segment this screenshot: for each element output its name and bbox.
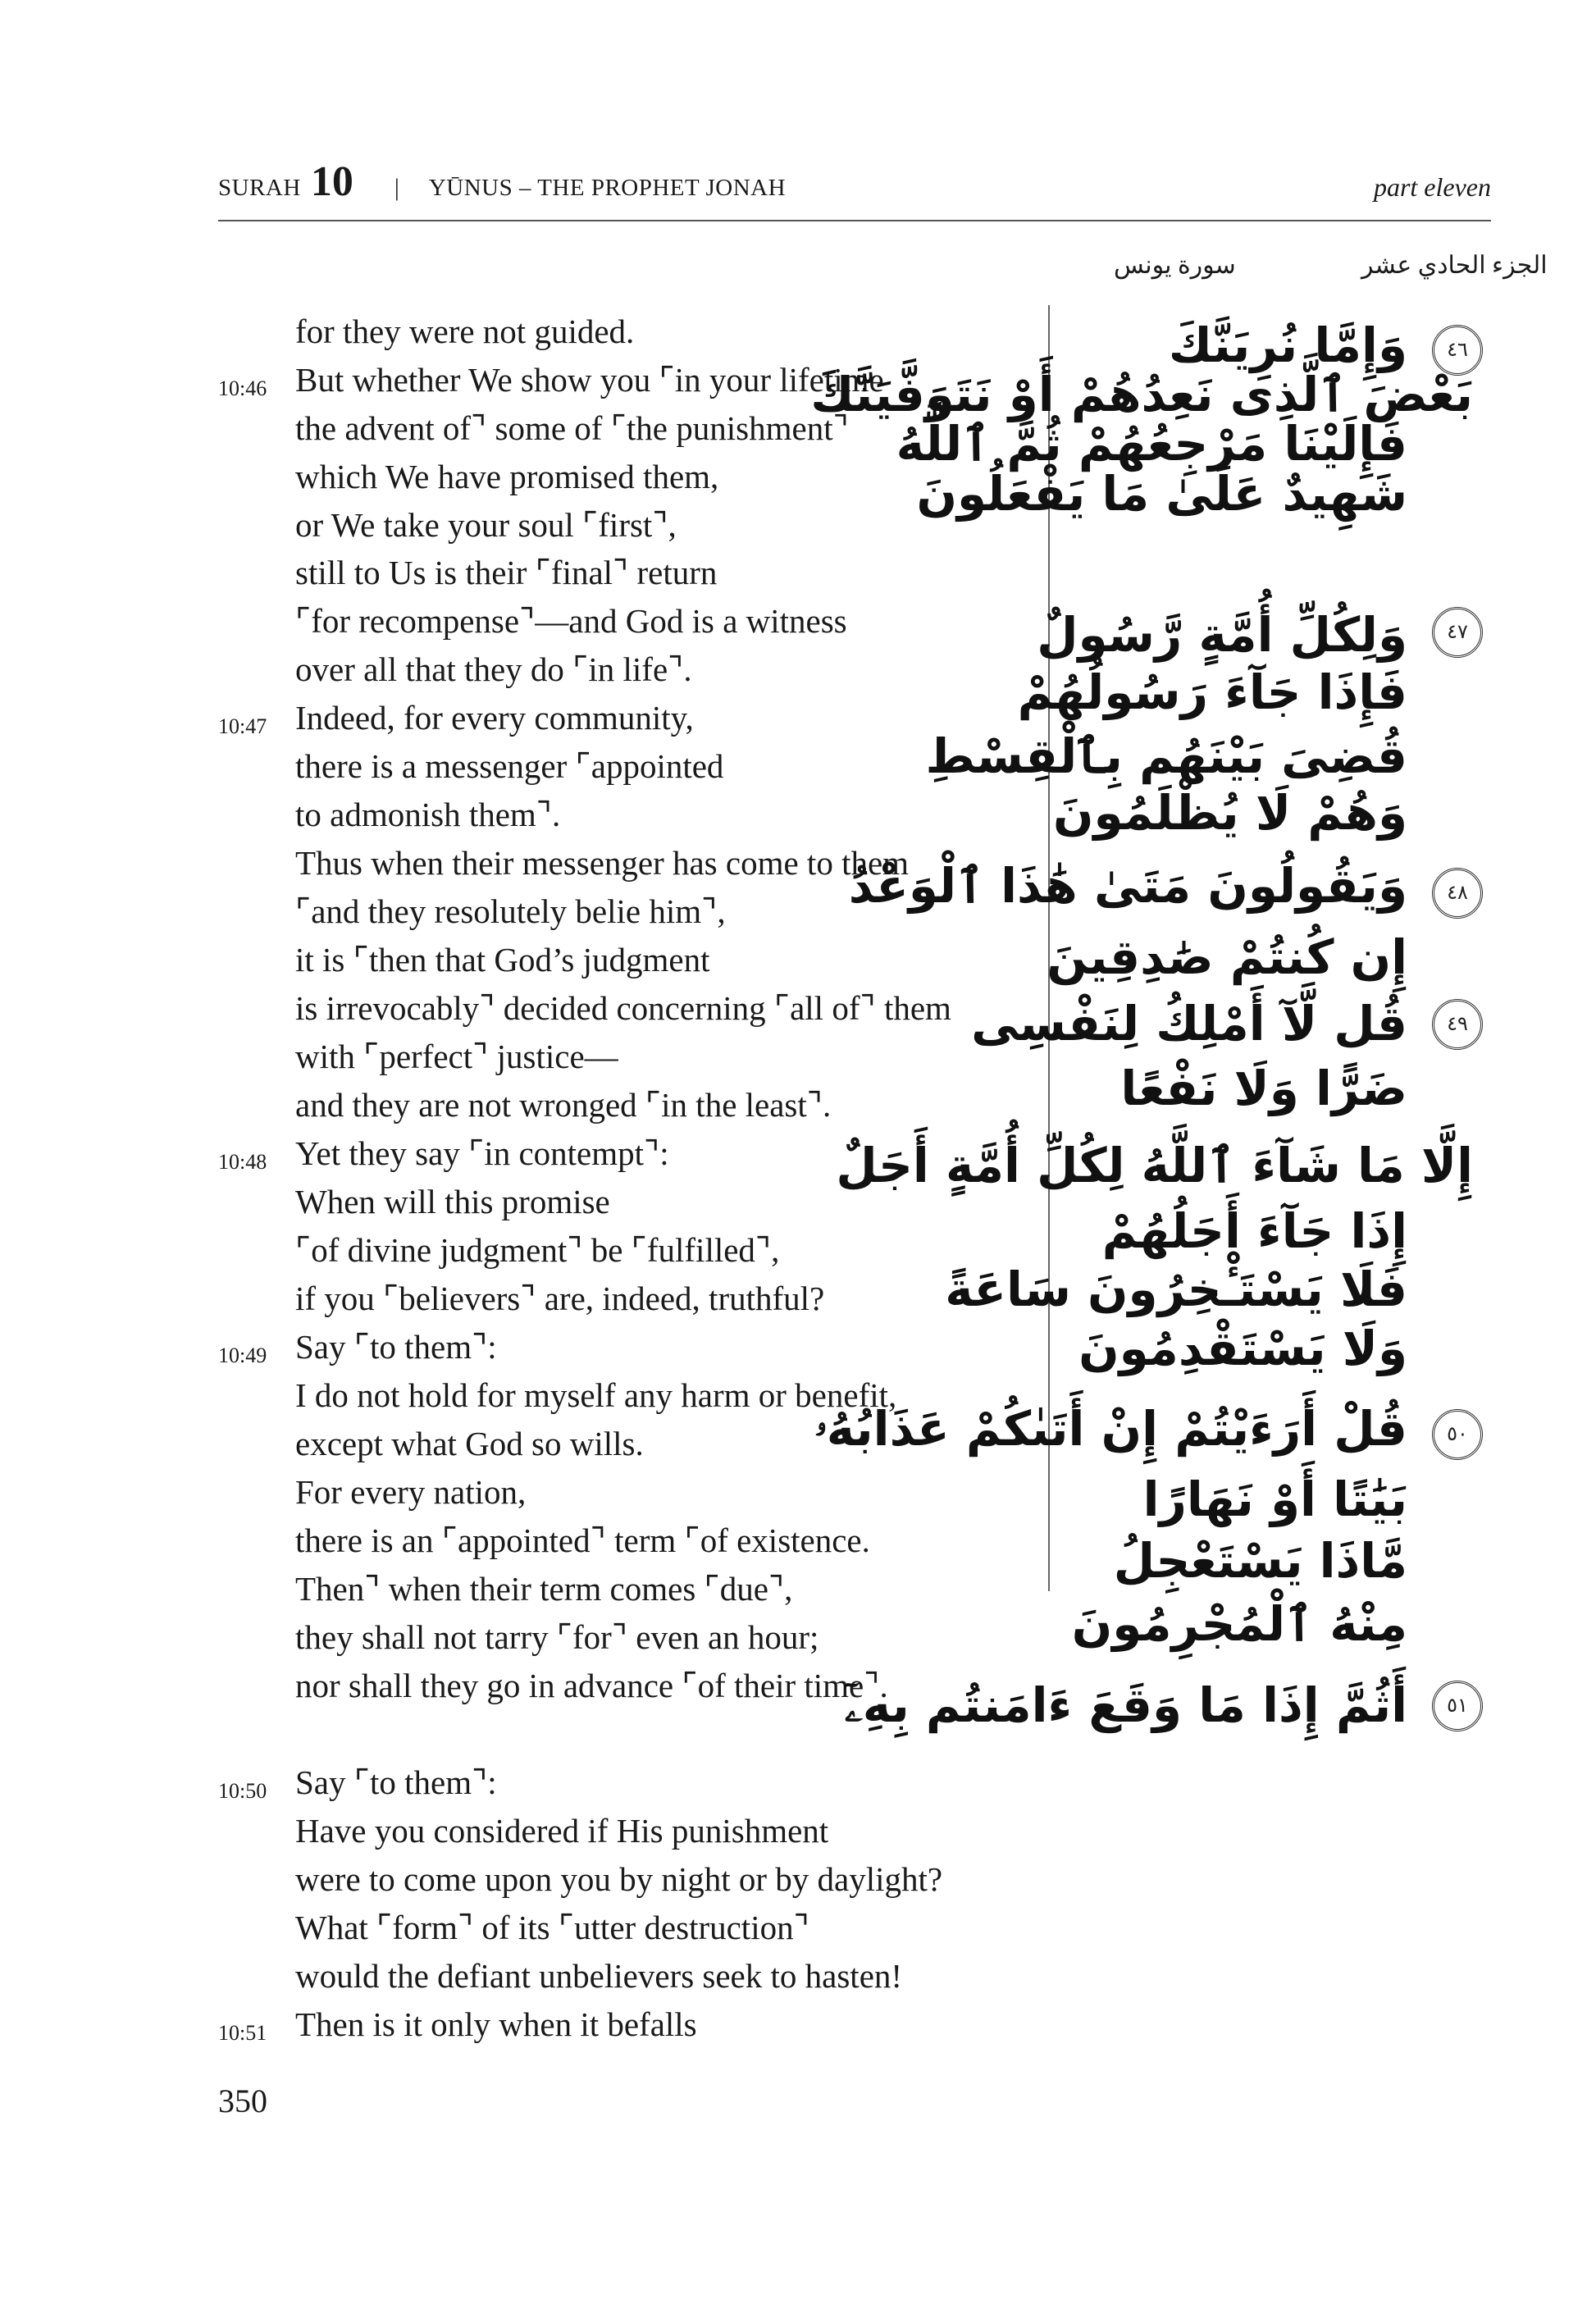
- verse-end-marker: ٤٦: [1432, 325, 1483, 376]
- translation-line: the advent of⌝ some of ⌜the punishment⌝: [295, 409, 849, 447]
- header-separator: |: [394, 174, 399, 201]
- translation-line: over all that they do ⌜in life⌝.: [295, 650, 692, 688]
- translation-line: When will this promise: [295, 1183, 610, 1220]
- arabic-line: قُضِىَ بَيْنَهُم بِٱلْقِسْطِ: [925, 728, 1407, 784]
- arabic-line: قُل لَّآ أَمْلِكُ لِنَفْسِى: [971, 996, 1407, 1052]
- surah-label: SURAH: [218, 175, 301, 201]
- translation-line: For every nation,: [295, 1473, 527, 1511]
- translation-line: Yet they say ⌜in contempt⌝:: [295, 1134, 669, 1172]
- arabic-line: إِذَا جَآءَ أَجَلُهُمْ: [1101, 1203, 1407, 1259]
- arabic-line: مِنْهُ ٱلْمُجْرِمُونَ: [1071, 1596, 1407, 1652]
- verse-number: 10:47: [218, 714, 267, 738]
- verse-end-marker: ٤٨: [1432, 868, 1483, 919]
- translation-line: Say ⌜to them⌝:: [295, 1763, 497, 1801]
- arabic-line: إِلَّا مَا شَآءَ ٱللَّهُ لِكُلِّ أُمَّةٍ أَجَلٌ: [836, 1138, 1473, 1193]
- arabic-line: وَلَا يَسْتَقْدِمُونَ: [1078, 1321, 1407, 1376]
- arabic-line: وَلِكُلِّ أُمَّةٍ رَّسُولٌ: [1037, 607, 1407, 663]
- verse-number: 10:50: [218, 1779, 267, 1803]
- translation-line: they shall not tarry ⌜for⌝ even an hour;: [295, 1618, 819, 1656]
- translation-line: if you ⌜believers⌝ are, indeed, truthful?: [295, 1280, 825, 1317]
- verse-number: 10:48: [218, 1150, 267, 1174]
- arabic-running-head-part: الجزء الحادي عشر: [1361, 252, 1548, 279]
- arabic-line: فَلَا يَسْتَـْٔخِرُونَ سَاعَةً: [945, 1261, 1407, 1317]
- page-header: [218, 157, 786, 206]
- arabic-line: أَثُمَّ إِذَا مَا وَقَعَ ءَامَنتُم بِهِۦٓ: [844, 1677, 1407, 1733]
- translation-line: is irrevocably⌝ decided concerning ⌜all of⌝ them: [295, 989, 951, 1027]
- translation-line: ⌜and they resolutely belie him⌝,: [295, 892, 726, 930]
- verse-number: 10:46: [218, 376, 267, 400]
- translation-line: Then is it only when it befalls: [295, 2005, 697, 2043]
- verse-end-marker: ٥٠: [1432, 1409, 1483, 1460]
- translation-line: were to come upon you by night or by daylight?: [295, 1860, 943, 1898]
- arabic-line: بَعْضَ ٱلَّذِى نَعِدُهُمْ أَوْ نَتَوَفَّيَنَّكَ: [810, 367, 1473, 422]
- arabic-running-head-surah: سورة يونس: [1114, 252, 1236, 279]
- translation-line: ⌜of divine judgment⌝ be ⌜fulfilled⌝,: [295, 1231, 780, 1269]
- surah-title: YŪNUS – THE PROPHET JONAH: [428, 175, 787, 201]
- translation-line: still to Us is their ⌜final⌝ return: [295, 554, 718, 591]
- arabic-line: قُلْ أَرَءَيْتُمْ إِنْ أَتَىٰكُمْ عَذَابُهُۥ: [814, 1401, 1407, 1457]
- arabic-line: فَإِذَا جَآءَ رَسُولُهُمْ: [1017, 664, 1407, 720]
- translation-line: to admonish them⌝.: [295, 796, 561, 833]
- surah-number: 10: [310, 158, 353, 205]
- header-divider: [218, 220, 1491, 221]
- translation-line: ⌜for recompense⌝—and God is a witness: [295, 602, 847, 640]
- translation-line: for they were not guided.: [295, 312, 635, 350]
- arabic-line: شَهِيدٌ عَلَىٰ مَا يَفْعَلُونَ: [916, 466, 1407, 522]
- translation-line: or We take your soul ⌜first⌝,: [295, 506, 677, 544]
- translation-line: which We have promised them,: [295, 458, 719, 495]
- page-number: 350: [218, 2083, 267, 2119]
- translation-line: and they are not wronged ⌜in the least⌝.: [295, 1086, 832, 1124]
- translation-line: Then⌝ when their term comes ⌜due⌝,: [295, 1570, 793, 1608]
- part-label: part eleven: [1373, 172, 1491, 202]
- translation-line: would the defiant unbelievers seek to hasten!: [295, 1957, 903, 1995]
- translation-line: with ⌜perfect⌝ justice—: [295, 1038, 618, 1075]
- translation-line: But whether We show you ⌜in your lifetime: [295, 361, 884, 399]
- arabic-line: بَيَٰتًا أَوْ نَهَارًا: [1142, 1471, 1407, 1527]
- arabic-line: وَإِمَّا نُرِيَنَّكَ: [1168, 317, 1407, 373]
- arabic-line: فَإِلَيْنَا مَرْجِعُهُمْ ثُمَّ ٱللَّهُ: [896, 416, 1407, 472]
- arabic-line: وَيَقُولُونَ مَتَىٰ هَٰذَا ٱلْوَعْدُ: [848, 858, 1407, 914]
- arabic-line: ضَرًّا وَلَا نَفْعًا: [1120, 1061, 1407, 1116]
- verse-end-marker: ٥١: [1432, 1681, 1483, 1731]
- translation-line: nor shall they go in advance ⌜of their time⌝.: [295, 1667, 888, 1704]
- arabic-line: إِن كُنتُمْ صَٰدِقِينَ: [1047, 929, 1407, 985]
- translation-line: Indeed, for every community,: [295, 699, 694, 737]
- translation-line: Thus when their messenger has come to them: [295, 844, 910, 882]
- verse-end-marker: ٤٩: [1432, 999, 1483, 1050]
- translation-line: What ⌜form⌝ of its ⌜utter destruction⌝: [295, 1909, 809, 1946]
- translation-line: Say ⌜to them⌝:: [295, 1328, 497, 1366]
- translation-line: there is a messenger ⌜appointed: [295, 747, 724, 785]
- translation-line: I do not hold for myself any harm or benefit,: [295, 1376, 897, 1414]
- translation-line: Have you considered if His punishment: [295, 1812, 829, 1850]
- verse-number: 10:49: [218, 1343, 267, 1367]
- arabic-line: وَهُمْ لَا يُظْلَمُونَ: [1052, 785, 1407, 841]
- verse-end-marker: ٤٧: [1432, 607, 1483, 658]
- arabic-line: مَّاذَا يَسْتَعْجِلُ: [1113, 1533, 1407, 1589]
- translation-line: except what God so wills.: [295, 1425, 644, 1462]
- translation-line: it is ⌜then that God’s judgment: [295, 941, 710, 979]
- translation-line: there is an ⌜appointed⌝ term ⌜of existence.: [295, 1521, 870, 1559]
- verse-number: 10:51: [218, 2021, 267, 2045]
